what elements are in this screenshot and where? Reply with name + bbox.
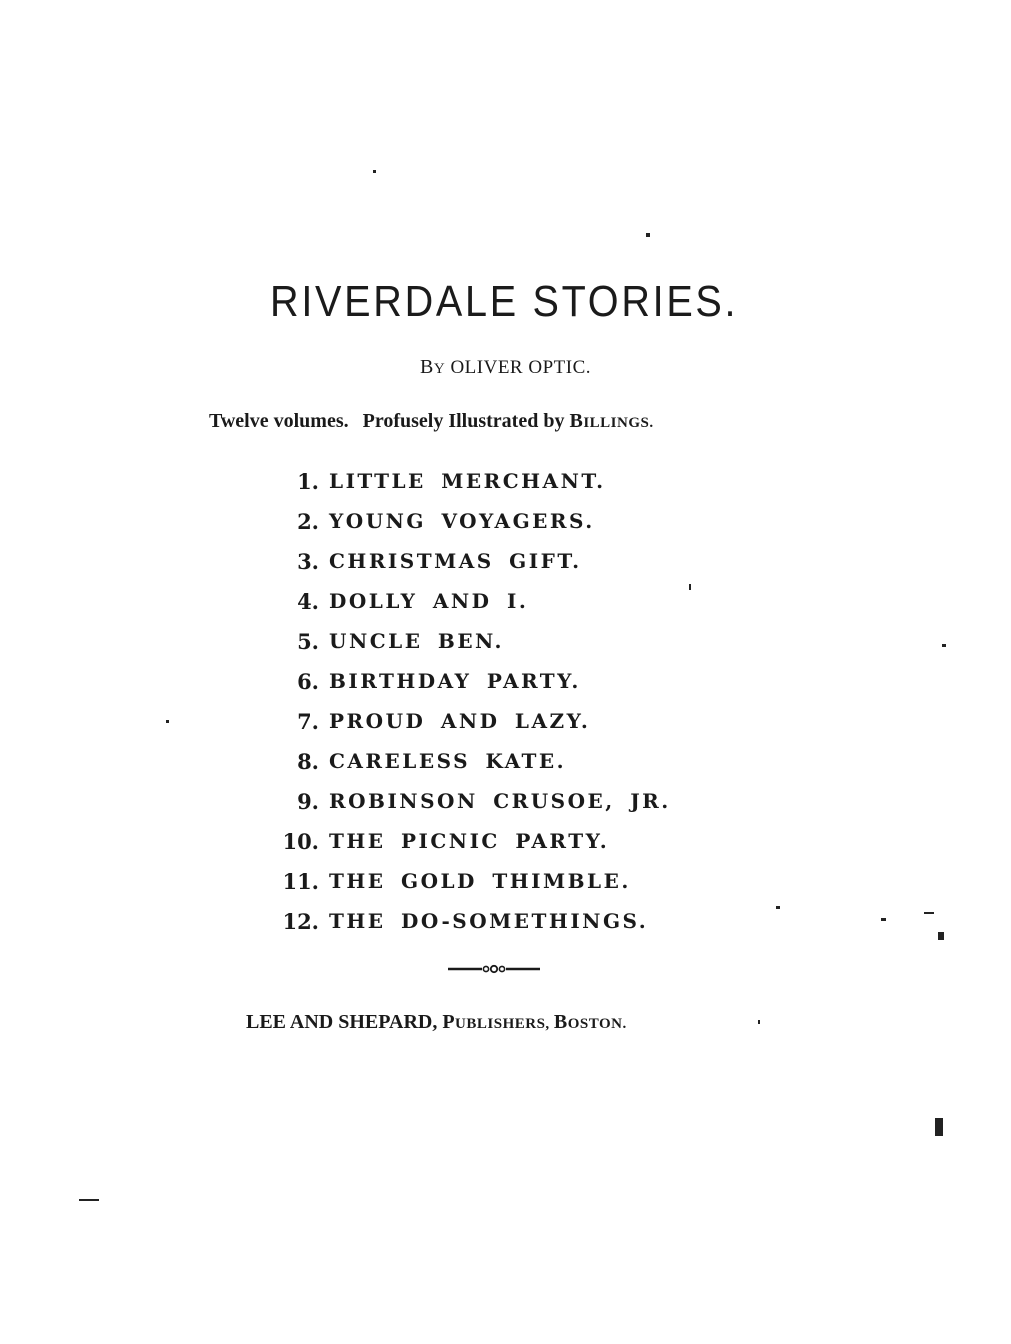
volume-item <box>255 461 671 501</box>
volume-item <box>255 701 671 741</box>
publisher-name: LEE AND SHEPARD, <box>246 1011 443 1033</box>
scan-speck <box>942 644 946 647</box>
scan-speck <box>79 1199 99 1201</box>
volume-item <box>255 861 671 901</box>
volume-title: YOUNG VOYAGERS. <box>329 509 595 533</box>
volume-title: LITTLE MERCHANT. <box>329 469 606 493</box>
edition-line <box>209 410 654 433</box>
volume-number: 1. <box>297 468 319 494</box>
series-title: RIVERDALE STORIES. <box>270 277 739 326</box>
volume-number: 3. <box>297 548 319 574</box>
scan-speck <box>758 1020 760 1024</box>
volume-item <box>255 781 671 821</box>
scan-speck <box>373 170 376 173</box>
scan-speck <box>776 906 780 909</box>
author-by-rest: Y <box>433 361 446 377</box>
publisher-line <box>246 1011 627 1034</box>
volume-title: CHRISTMAS GIFT. <box>329 549 582 573</box>
volume-item <box>255 821 671 861</box>
scan-speck <box>689 584 691 590</box>
volume-title: PROUD AND LAZY. <box>329 709 591 733</box>
volume-item <box>255 741 671 781</box>
illustrator-initial: B <box>569 410 584 432</box>
publisher-role: PUBLISHERS, <box>442 1011 554 1033</box>
volume-title: BIRTHDAY PARTY. <box>329 669 581 693</box>
author-line <box>0 356 1011 379</box>
volume-item <box>255 661 671 701</box>
volume-title: DOLLY AND I. <box>329 589 529 613</box>
publisher-city: BOSTON. <box>553 1011 627 1033</box>
volume-item <box>255 581 671 621</box>
volume-number: 2. <box>297 508 319 534</box>
volume-title: THE GOLD THIMBLE. <box>329 869 631 893</box>
volume-list <box>255 461 671 941</box>
illustrator-name <box>569 410 654 432</box>
volume-number: 12. <box>282 908 319 934</box>
illustration-credit: Profusely Illustrated by <box>362 410 570 432</box>
scan-speck <box>935 1118 943 1136</box>
volume-title: CARELESS KATE. <box>329 749 567 773</box>
scan-speck <box>881 918 886 921</box>
volume-title: THE DO-SOMETHINGS. <box>329 909 649 933</box>
scan-speck <box>646 233 650 237</box>
volume-number: 5. <box>297 628 319 654</box>
volume-number: 11. <box>282 868 319 894</box>
volume-title: THE PICNIC PARTY. <box>329 829 610 853</box>
volume-title: ROBINSON CRUSOE, JR. <box>329 789 671 813</box>
scan-speck <box>938 932 944 940</box>
volume-item <box>255 901 671 941</box>
scan-speck <box>166 720 169 723</box>
volume-number: 4. <box>297 588 319 614</box>
volume-number: 7. <box>297 708 319 734</box>
volume-number: 9. <box>297 788 319 814</box>
volume-item <box>255 501 671 541</box>
author-name: OLIVER OPTIC. <box>445 357 591 378</box>
illustrator-rest: ILLINGS. <box>583 415 654 431</box>
scan-speck <box>924 912 934 914</box>
volume-count: Twelve volumes. <box>209 410 349 432</box>
ornamental-divider <box>446 960 542 978</box>
author-by-initial: B <box>420 356 434 378</box>
volume-number: 10. <box>282 828 319 854</box>
volume-number: 6. <box>297 668 319 694</box>
volume-item <box>255 541 671 581</box>
volume-item <box>255 621 671 661</box>
volume-title: UNCLE BEN. <box>329 629 505 653</box>
volume-number: 8. <box>297 748 319 774</box>
